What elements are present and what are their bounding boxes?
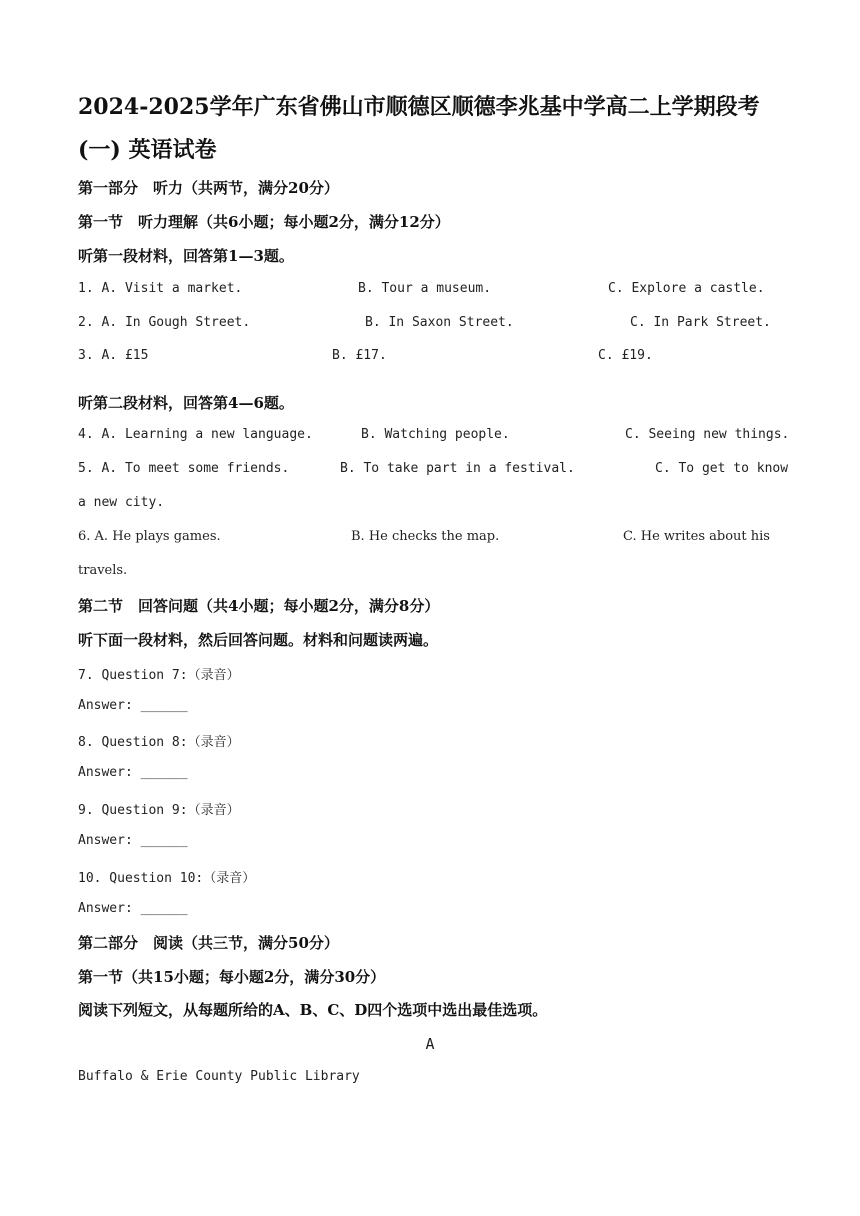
answer-10: Answer: ______ (78, 901, 188, 916)
q3-option-c: C. £19. (598, 348, 653, 363)
section2-intro: 听下面一段材料，然后回答问题。材料和问题读两遍。 (78, 631, 439, 649)
passage-letter: A (425, 1035, 435, 1053)
q5-option-c: C. To get to know (655, 461, 789, 476)
q4-option-a: 4. A. Learning a new language. (78, 427, 313, 442)
q6-option-a: 6. A. He plays games. (78, 529, 221, 544)
q6-option-c-continued: travels. (78, 563, 128, 578)
reading-section1-heading: 第一节（共15小题；每小题2分，满分30分） (78, 968, 386, 986)
answer-7: Answer: ______ (78, 698, 188, 713)
section1-heading: 第一节 听力理解（共6小题；每小题2分，满分12分） (78, 213, 450, 231)
q3-option-b: B. £17. (332, 348, 387, 363)
q5-option-b: B. To take part in a festival. (340, 461, 575, 476)
answer-8: Answer: ______ (78, 765, 188, 780)
q1-option-a: 1. A. Visit a market. (78, 281, 243, 296)
q5-option-a: 5. A. To meet some friends. (78, 461, 290, 476)
passage1-intro: 听第一段材料，回答第1—3题。 (78, 247, 294, 265)
question-9: 9. Question 9:（录音） (78, 803, 240, 818)
passage2-intro: 听第二段材料，回答第4—6题。 (78, 394, 294, 412)
q2-option-c: C. In Park Street. (630, 315, 771, 330)
q4-option-b: B. Watching people. (361, 427, 510, 442)
section2-heading: 第二节 回答问题（共4小题；每小题2分，满分8分） (78, 597, 440, 615)
q6-option-c: C. He writes about his (623, 529, 770, 544)
question-10: 10. Question 10:（录音） (78, 871, 256, 886)
part1-heading: 第一部分 听力（共两节，满分20分） (78, 179, 339, 197)
exam-title-line2: (一) 英语试卷 (78, 137, 217, 163)
q3-option-a: 3. A. £15 (78, 348, 149, 363)
question-7: 7. Question 7:（录音） (78, 668, 240, 683)
exam-title-line1: 2024-2025学年广东省佛山市顺德区顺德李兆基中学高二上学期段考 (78, 94, 760, 120)
passage-title: Buffalo & Erie County Public Library (78, 1069, 360, 1084)
reading-instructions: 阅读下列短文，从每题所给的A、B、C、D四个选项中选出最佳选项。 (78, 1001, 548, 1019)
q2-option-b: B. In Saxon Street. (365, 315, 514, 330)
q4-option-c: C. Seeing new things. (625, 427, 790, 442)
q1-option-b: B. Tour a museum. (358, 281, 492, 296)
q5-option-c-continued: a new city. (78, 495, 165, 510)
answer-9: Answer: ______ (78, 833, 188, 848)
q6-option-b: B. He checks the map. (351, 529, 500, 544)
part2-heading: 第二部分 阅读（共三节，满分50分） (78, 934, 339, 952)
q1-option-c: C. Explore a castle. (608, 281, 765, 296)
question-8: 8. Question 8:（录音） (78, 735, 240, 750)
q2-option-a: 2. A. In Gough Street. (78, 315, 251, 330)
